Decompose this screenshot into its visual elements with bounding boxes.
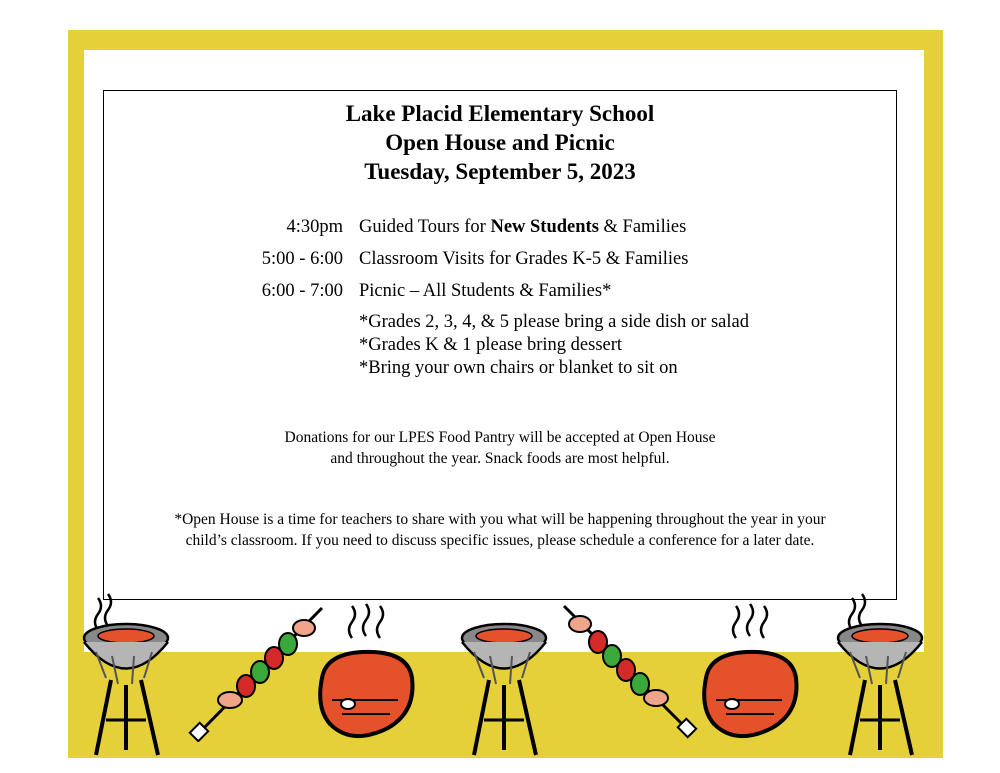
donation-text: and throughout the year. Snack foods are most helpful. (330, 450, 670, 467)
description-text: & Families (598, 217, 687, 237)
open-house-note: *Open House is a time for teachers to share with you what will be happening throughout the year in your (174, 511, 826, 528)
steak-icon (312, 600, 422, 750)
event-date: Tuesday, September 5, 2023 (364, 159, 636, 184)
grill-icon (76, 590, 176, 760)
picnic-note: *Grades K & 1 please bring dessert (359, 335, 623, 355)
description-emphasis: New Students (490, 217, 599, 237)
schedule-time: 5:00 - 6:00 (261, 249, 343, 269)
grill-icon (830, 590, 930, 760)
picnic-note: *Grades 2, 3, 4, & 5 please bring a side dish or salad (359, 312, 749, 332)
grill-icon (454, 590, 554, 760)
schedule-description (359, 215, 686, 239)
kabob-icon (556, 600, 702, 740)
kabob-icon (186, 602, 332, 742)
steak-icon (696, 600, 806, 750)
donation-text: Donations for our LPES Food Pantry will be accepted at Open House (284, 429, 716, 446)
notice-box (103, 90, 897, 600)
schedule-time: 6:00 - 7:00 (261, 281, 343, 301)
schedule-description: Picnic – All Students & Families* (359, 281, 612, 301)
description-text: Guided Tours for (359, 217, 491, 237)
picnic-note: *Bring your own chairs or blanket to sit on (359, 358, 678, 378)
school-name: Lake Placid Elementary School (345, 101, 655, 126)
schedule-time: 4:30pm (286, 217, 343, 237)
event-name: Open House and Picnic (385, 130, 615, 155)
schedule-description: Classroom Visits for Grades K-5 & Families (359, 249, 689, 269)
open-house-note: child’s classroom. If you need to discuss specific issues, please schedule a conference for a later date. (185, 532, 815, 549)
